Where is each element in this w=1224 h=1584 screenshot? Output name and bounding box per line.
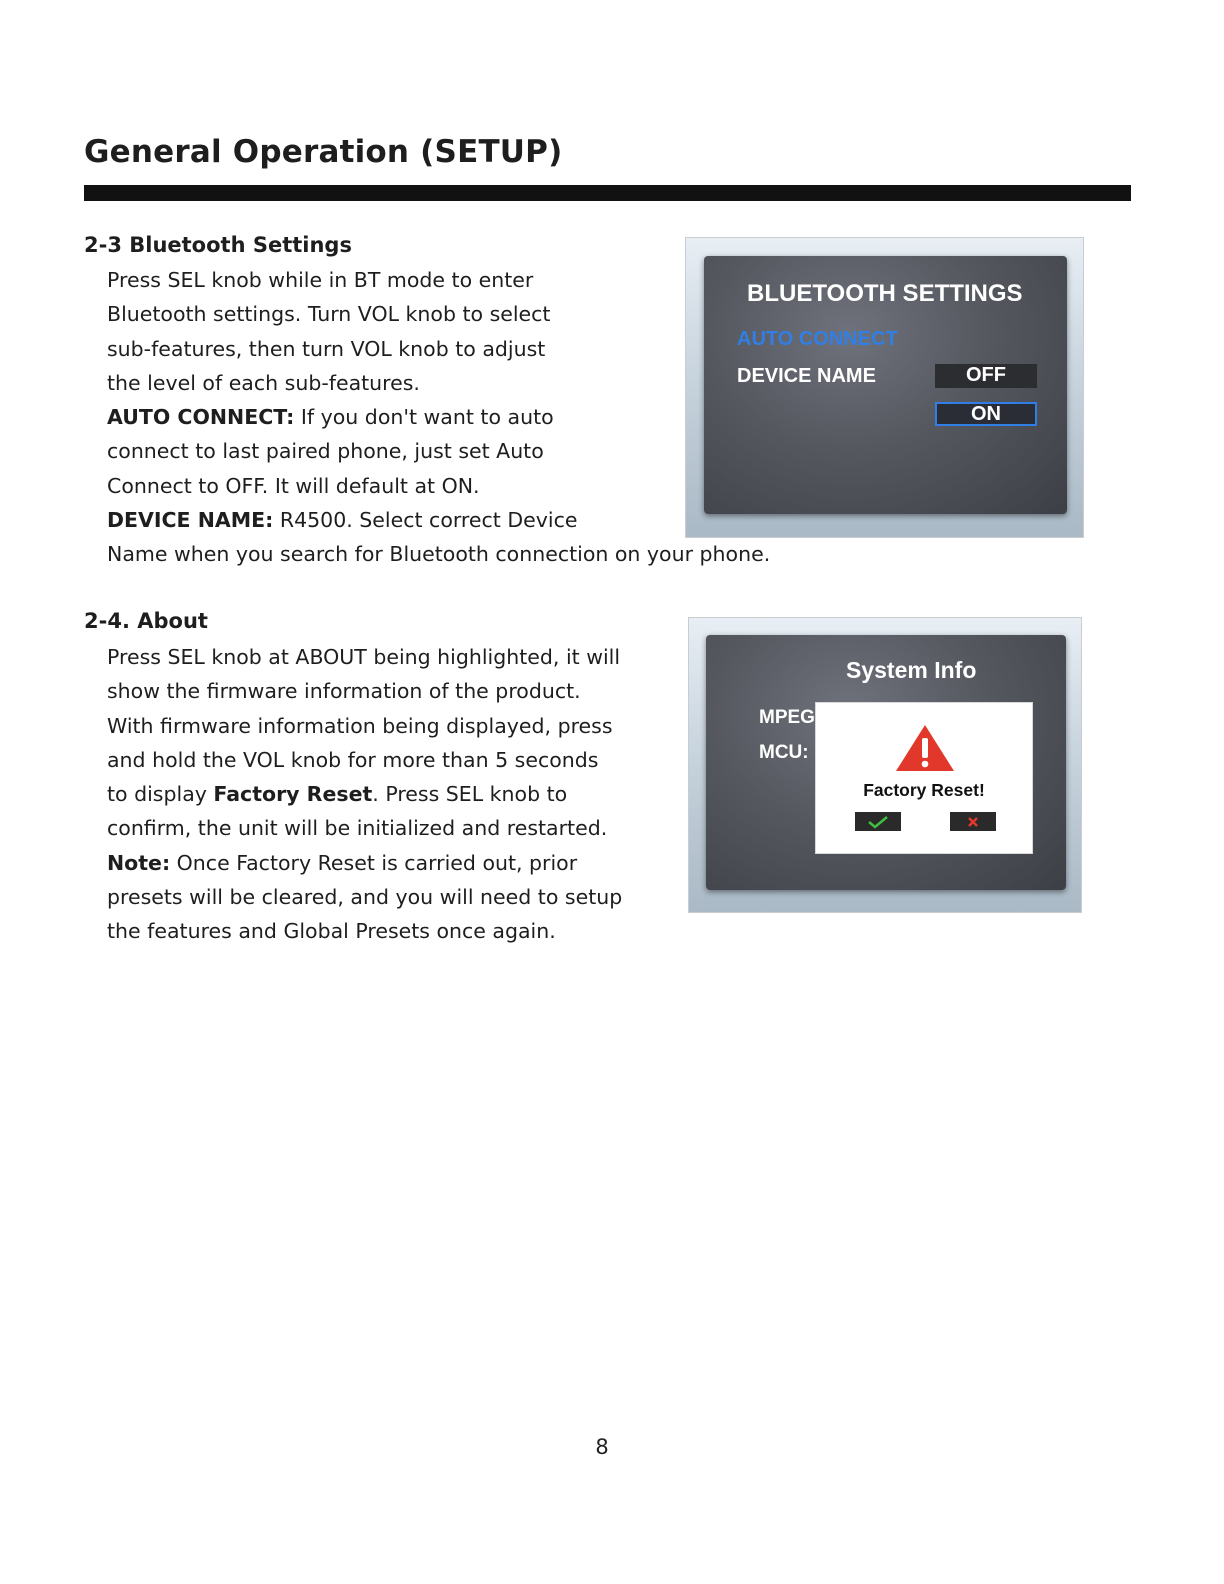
body-line: Name when you search for Bluetooth connection on your phone. xyxy=(107,542,771,567)
factory-reset-dialog xyxy=(815,702,1033,854)
factory-reset-term: Factory Reset xyxy=(213,782,373,807)
system-info-screen xyxy=(706,635,1066,890)
menu-item-auto-connect: AUTO CONNECT xyxy=(737,328,898,350)
body-line: Connect to OFF. It will default at ON. xyxy=(107,473,480,498)
screen-title: BLUETOOTH SETTINGS xyxy=(747,280,1023,307)
check-icon xyxy=(867,815,889,829)
body-line: Bluetooth settings. Turn VOL knob to select xyxy=(107,302,551,327)
cancel-button[interactable] xyxy=(950,812,996,831)
body-line: With firmware information being displayed, press xyxy=(107,713,613,738)
bluetooth-settings-screenshot xyxy=(685,237,1084,538)
bluetooth-heading: 2-3 Bluetooth Settings xyxy=(84,233,352,257)
dialog-text: Factory Reset! xyxy=(863,780,985,800)
title-rule xyxy=(84,185,1131,201)
body-text: R4500. Select correct Device xyxy=(273,508,578,533)
body-line: the features and Global Presets once again. xyxy=(107,919,556,944)
page-number: 8 xyxy=(595,1435,609,1459)
auto-connect-label: AUTO CONNECT: xyxy=(107,405,295,430)
body-line: Press SEL knob at ABOUT being highlighted, it will xyxy=(107,645,621,669)
option-on: ON xyxy=(935,402,1037,426)
body-line: confirm, the unit will be initialized and restarted. xyxy=(107,816,608,841)
body-text: to display xyxy=(107,782,214,807)
screen-title: System Info xyxy=(846,657,977,683)
body-text: Once Factory Reset is carried out, prior xyxy=(170,850,578,875)
note-desc xyxy=(107,846,667,880)
system-info-screenshot xyxy=(688,617,1082,913)
info-row-mcu: MCU: xyxy=(759,742,809,763)
about-body xyxy=(107,640,667,949)
body-line: and hold the VOL knob for more than 5 seconds xyxy=(107,747,599,772)
body-line: presets will be cleared, and you will need to setup xyxy=(107,885,623,910)
bluetooth-settings-screen xyxy=(704,256,1067,514)
device-name-label: DEVICE NAME: xyxy=(107,508,274,533)
warning-triangle-icon xyxy=(894,723,956,773)
factory-reset-desc xyxy=(107,777,667,811)
note-label: Note: xyxy=(107,850,171,875)
confirm-button[interactable] xyxy=(855,812,901,831)
about-heading: 2-4. About xyxy=(84,609,208,633)
menu-item-device-name: DEVICE NAME xyxy=(737,365,876,387)
body-line: show the firmware information of the product. xyxy=(107,679,581,704)
info-row-mpeg: MPEG xyxy=(759,707,815,728)
option-off: OFF xyxy=(935,364,1037,388)
x-icon xyxy=(966,815,980,829)
page-title: General Operation (SETUP) xyxy=(84,134,563,170)
body-line: Press SEL knob while in BT mode to enter xyxy=(107,268,534,292)
body-text: If you don't want to auto xyxy=(294,405,554,430)
body-text: . Press SEL knob to xyxy=(372,782,568,807)
body-line: sub-features, then turn VOL knob to adjust xyxy=(107,336,546,361)
body-line: the level of each sub-features. xyxy=(107,370,420,395)
body-line: connect to last paired phone, just set Auto xyxy=(107,439,544,464)
